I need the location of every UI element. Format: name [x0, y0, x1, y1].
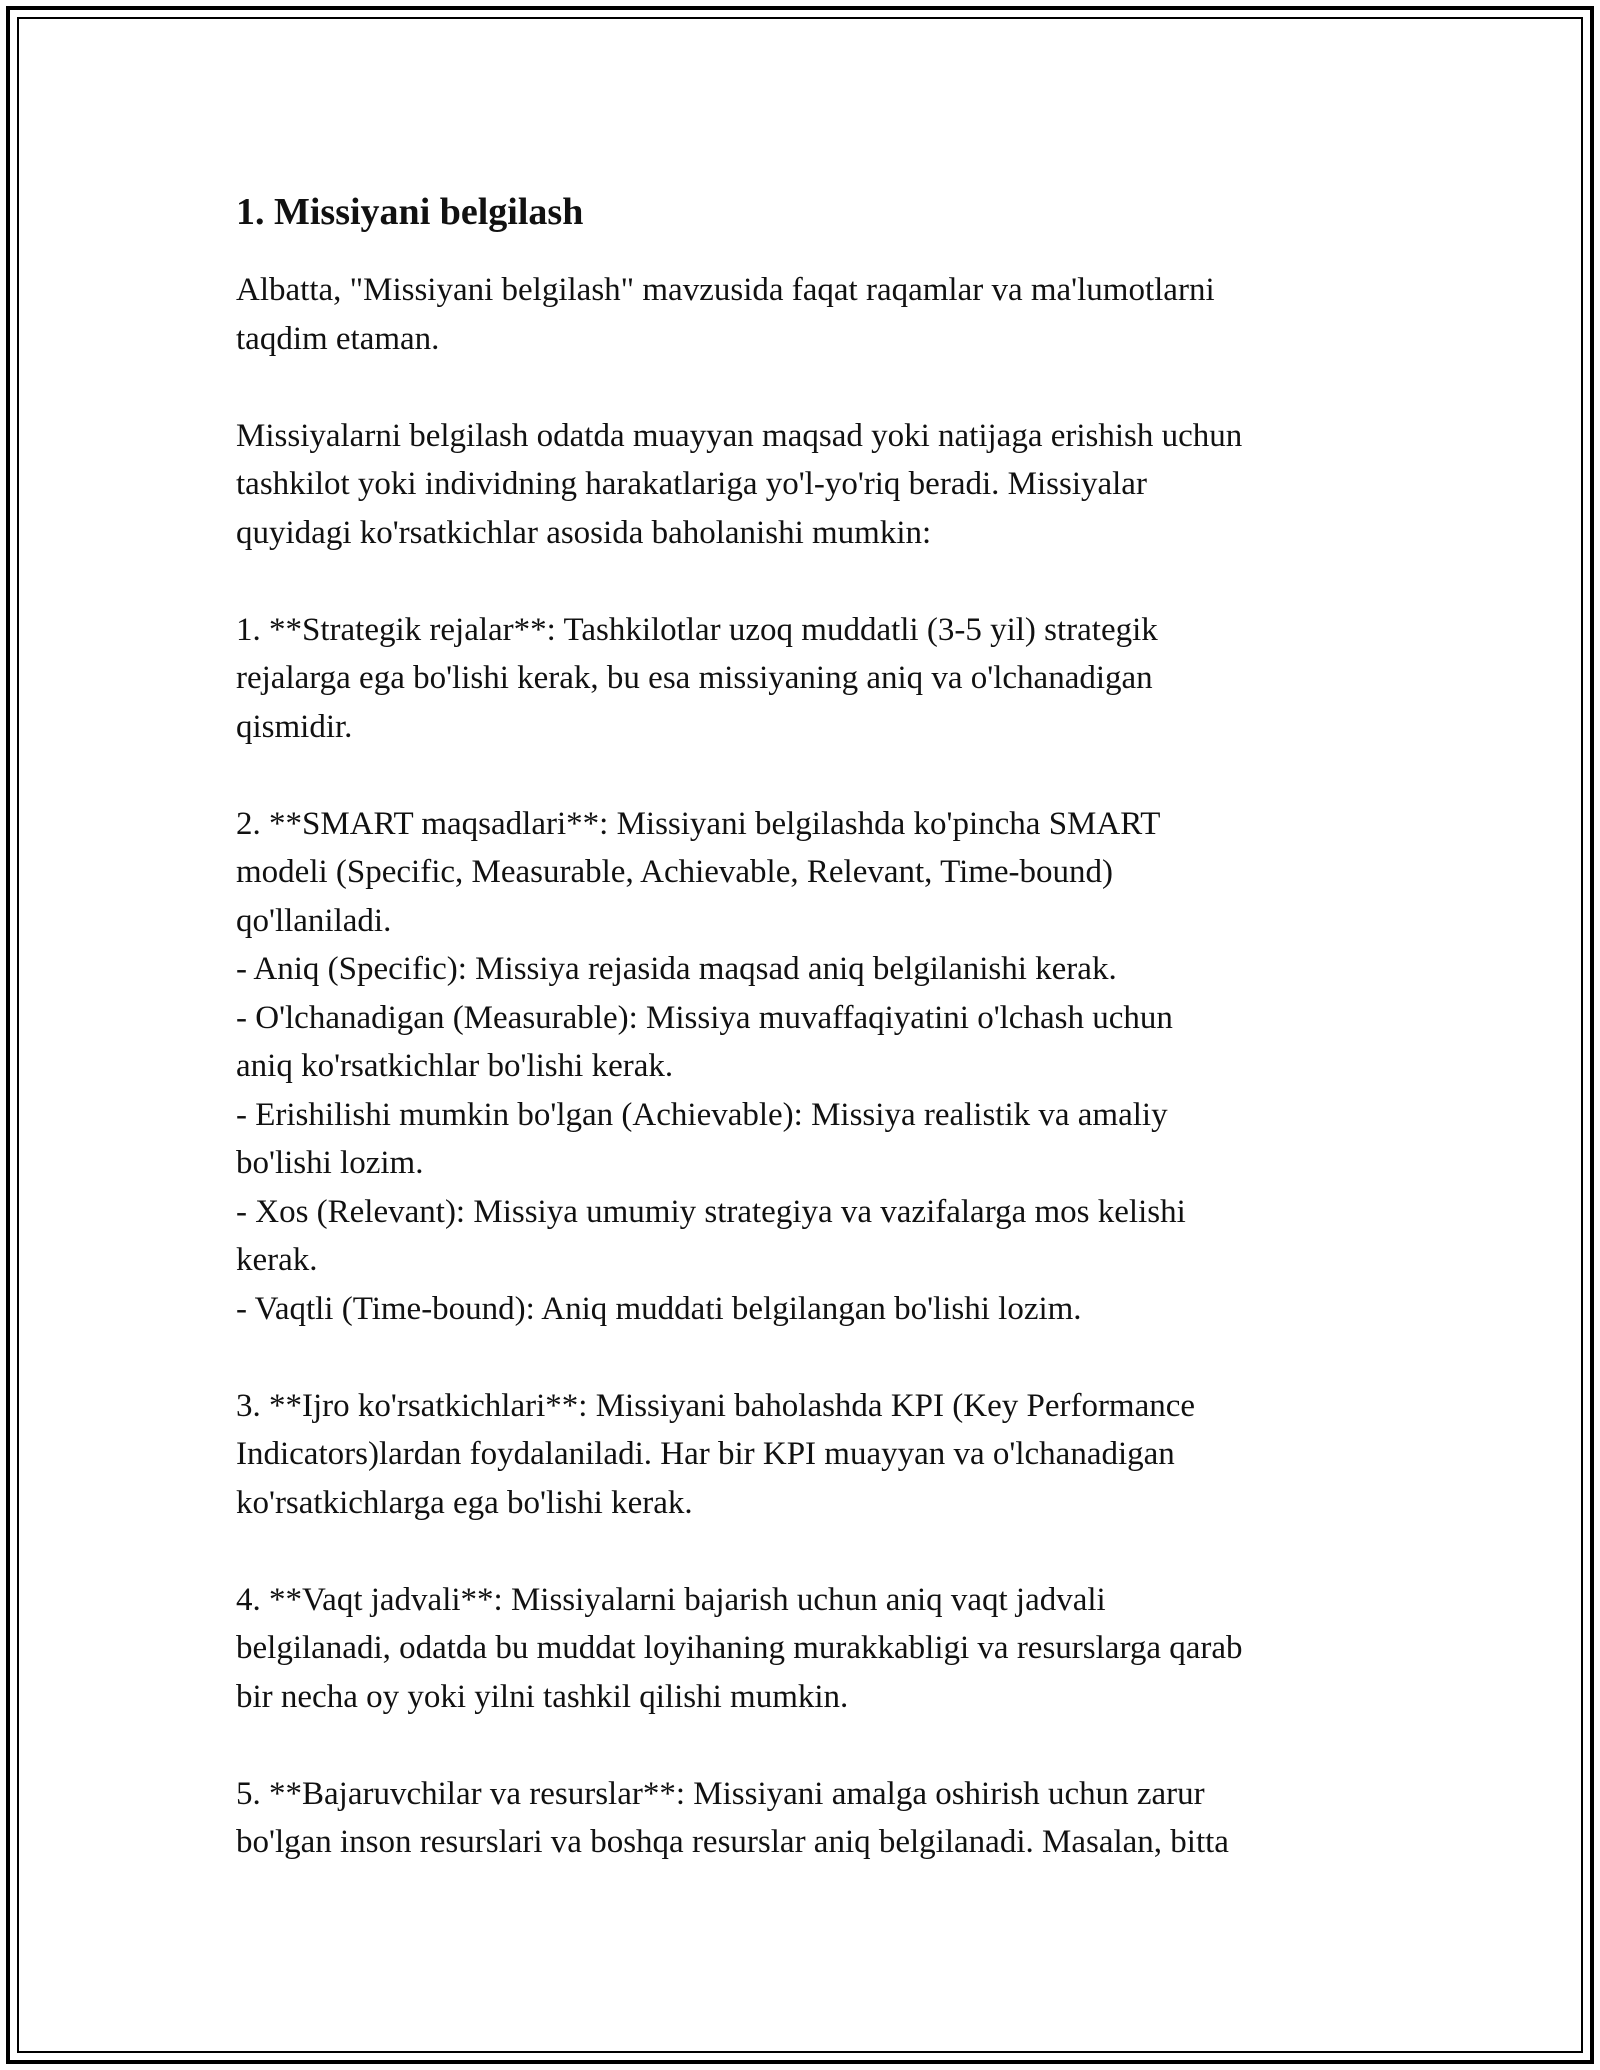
list-item-timeline: 4. **Vaqt jadvali**: Missiyalarni bajarish uchun aniq vaqt jadvali belgilanadi, odatda bu muddat loyihaning murakkabligi va resurslarga qarab bir necha oy yoki yilni tashkil qilishi mumkin. [236, 1581, 1243, 1715]
paragraph-gap [236, 363, 1366, 412]
list-item-smart-goals: 2. **SMART maqsadlari**: Missiyani belgilashda ko'pincha SMART modeli (Specific, Measurable, Achievable, Relevant, Time-bound) qo'llaniladi. - Aniq (Specific): Missiya rejasida maqsad aniq belgilanishi kerak. - O'lchanadigan (Measurable): Missiya muvaffaqiyatini o'lchash uchun aniq ko'rsatkichlar bo'lishi kerak. - Erishilishi mumkin bo'lgan (Achievable): Missiya realistik va amaliy bo'lishi lozim. - Xos (Relevant): Missiya umumiy strategiya va vazifalarga mos kelishi kerak. - Vaqtli (Time-bound): Aniq muddati belgilangan bo'lishi lozim. [236, 805, 1186, 1327]
paragraph-gap [236, 557, 1366, 606]
paragraph-overview: Missiyalarni belgilash odatda muayyan maqsad yoki natijaga erishish uchun tashkilot yoki individning harakatlariga yo'l-yo'riq beradi. Missiyalar quyidagi ko'rsatkichlar asosida baholanishi mumkin: [236, 417, 1243, 551]
paragraph-gap [236, 1721, 1366, 1770]
list-item-kpi: 3. **Ijro ko'rsatkichlari**: Missiyani baholashda KPI (Key Performance Indicators)lardan foydalaniladi. Har bir KPI muayyan va o'lchanadigan ko'rsatkichlarga ega bo'lishi kerak. [236, 1387, 1196, 1521]
list-item-strategic-plans: 1. **Strategik rejalar**: Tashkilotlar uzoq muddatli (3-5 yil) strategik rejalarga ega bo'lishi kerak, bu esa missiyaning aniq va o'lchanadigan qismidir. [236, 611, 1158, 745]
document-title: 1. Missiyani belgilash [236, 191, 584, 233]
list-item-resources: 5. **Bajaruvchilar va resurslar**: Missiyani amalga oshirish uchun zarur bo'lgan inson resurslari va boshqa resurslar aniq belgilanadi. Masalan, bitta [236, 1775, 1229, 1860]
paragraph-gap [236, 1527, 1366, 1576]
paragraph-gap [236, 1333, 1366, 1382]
paragraph-gap [236, 751, 1366, 800]
paragraph-intro: Albatta, "Missiyani belgilash" mavzusida faqat raqamlar va ma'lumotlarni taqdim etaman. [236, 272, 1215, 357]
document-body [236, 186, 1366, 1867]
